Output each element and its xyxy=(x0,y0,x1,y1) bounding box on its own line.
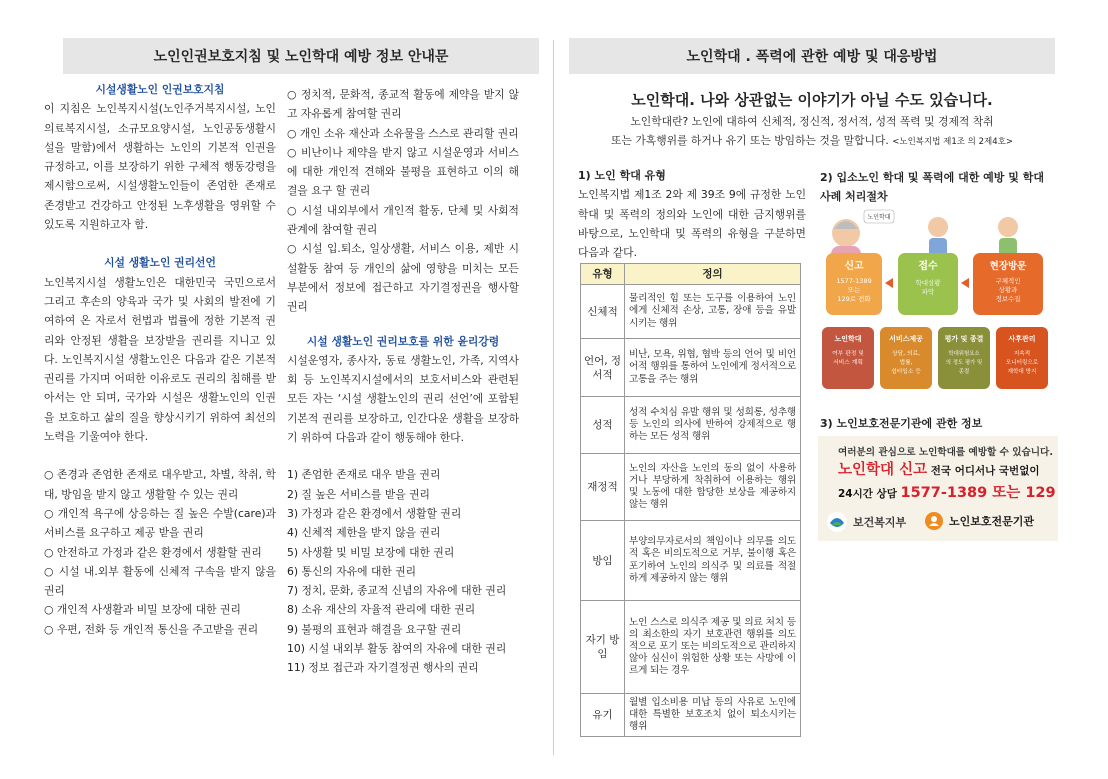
table-row xyxy=(581,454,801,521)
agency-logo xyxy=(924,511,1034,531)
step-detail: 쉼터입소 등 xyxy=(891,369,921,375)
ministry-logo xyxy=(826,511,906,533)
abuse-type-cell: 신체적 xyxy=(581,285,625,339)
step-detail: 1577-1389 xyxy=(836,277,872,285)
right-item: ○ 개인 소유 재산과 소유물을 스스로 관리할 권리 xyxy=(287,126,519,140)
abuse-type-cell: 유기 xyxy=(581,694,625,737)
page-divider xyxy=(553,40,554,755)
hotline-report-label: 노인학대 신고 xyxy=(838,462,928,478)
step-title: 서비스제공 xyxy=(889,335,923,343)
rights-declaration-heading: 시설 생활노인 권리선언 xyxy=(104,256,216,270)
guideline-heading: 시설생활노인 인권보호지침 xyxy=(95,83,225,96)
right-item: ○ 개인적 사생활과 비밀 보장에 대한 권리 xyxy=(44,603,241,617)
ministry-logo-icon xyxy=(826,511,848,533)
ethics-item: 1) 존엄한 존재로 대우 받을 권리 xyxy=(287,468,441,482)
right-item: ○ 시설 내외부에서 개인적 활동, 단체 및 사회적 관계에 참여할 권리 xyxy=(287,203,519,237)
rights-declaration-paragraph: 노인복지시설 생활노인은 대한민국 국민으로서 그리고 후손의 양육과 국가 및 사회의 발전에 기여하여 온 자로서 헌법과 법률에 정한 기본적 권리와 안정된 생활을 보장받을 권리를 지니고 있다. 노인복지시설 생활노인은 다음과 같은 기본적 권리를 가지며 어떠한 이유로도 권리의 침해를 받아서는 안 되며, 국가와 시설은 생활노인의 인권을 보호하고 삶의 질을 향상시키기 위하여 최선의 노력을 기울여야 한다. xyxy=(44,275,276,444)
abuse-type-cell: 재정적 xyxy=(581,454,625,521)
right-page-banner: 노인학대 . 폭력에 관한 예방 및 대응방법 xyxy=(569,38,1055,74)
guideline-paragraph: 이 지침은 노인복지시설(노인주거복지시설, 노인의료복지시설, 소규모요양시설, 노인공동생활시설을 말함)에서 생활하는 노인의 기본적 인권을 규정하고, 이를 보장하기 위한 구체적 행동강령을 제시함으로써, 시설생활노인들이 존엄한 존재로 존경받고 건강하고 안정된 노후생활을 영위할 수 있도록 지원하고자 함. xyxy=(44,102,276,232)
step-detail: 지속적 xyxy=(1013,351,1031,357)
ethics-code-paragraph: 시설운영자, 종사자, 동료 생활노인, 가족, 지역사회 등 노인복지시설에서의 보호서비스와 관련된 모든 자는 ‘시설 생활노인의 권리 선언’에 포함된 기본적 권리를 보장하고, 인간다운 생활을 보장하기 위하여 다음과 같이 행동해야 한다. xyxy=(287,353,519,445)
ethics-item: 9) 불평의 표현과 해결을 요구할 권리 xyxy=(287,622,462,636)
step-detail: 종결 xyxy=(958,369,970,375)
abuse-type-cell: 자기 방임 xyxy=(581,601,625,694)
ethics-item: 10) 시설 내외부 활동 참여의 자유에 대한 권리 xyxy=(287,642,507,656)
abuse-intro xyxy=(569,112,1055,152)
right-item: ○ 개인적 욕구에 상응하는 질 높은 수발(care)과 서비스를 요구하고 제공 받을 권리 xyxy=(44,506,276,540)
guideline-column xyxy=(44,80,276,639)
ethics-item: 11) 정보 접근과 자기결정권 행사의 권리 xyxy=(287,661,479,675)
right-item: ○ 안전하고 가정과 같은 환경에서 생활할 권리 xyxy=(44,545,262,559)
step-detail: 서비스 계획 xyxy=(833,360,863,366)
step-detail: 상담, 의료, xyxy=(892,351,920,357)
step-detail: 모니터링으로 xyxy=(1005,360,1039,366)
ethics-item: 2) 질 높은 서비스를 받을 권리 xyxy=(287,487,430,501)
right-item: ○ 시설 입.퇴소, 일상생활, 서비스 이용, 제반 시설활동 참여 등 개인의 삶에 영향을 미치는 모든 부분에서 정보에 접근하고 자기결정권을 행사할 권리 xyxy=(287,242,519,314)
step-detail: 학대상황 xyxy=(915,279,941,287)
table-header-definition: 정의 xyxy=(625,264,801,285)
step-title: 사후관리 xyxy=(1008,335,1036,343)
step-detail: 학대위험요소 xyxy=(948,351,980,357)
abuse-type-cell: 성적 xyxy=(581,397,625,454)
section-title: 3) 노인보호전문기관에 관한 정보 xyxy=(820,417,983,430)
speech-label: 노인학대 xyxy=(867,214,891,221)
table-row xyxy=(581,397,801,454)
table-row xyxy=(581,285,801,339)
step-title: 접수 xyxy=(918,261,938,272)
table-row xyxy=(581,601,801,694)
hotline-24h: 24시간 상담 xyxy=(838,488,901,500)
ethics-item: 8) 소유 재산의 자율적 관리에 대한 권리 xyxy=(287,603,476,617)
step-detail: 여부 판정 및 xyxy=(832,351,864,357)
abuse-definition-cell: 월별 입소비용 미납 등의 사유로 노인에 대한 특별한 보호조치 없이 퇴소시키는 행위 xyxy=(625,694,801,737)
step-detail: 의 정도 평가 및 xyxy=(945,360,983,366)
abuse-types-table xyxy=(580,263,801,737)
hotline-banner xyxy=(818,436,1058,541)
step-detail: 129로 전화 xyxy=(837,295,871,303)
abuse-definition-cell: 부양의무자로서의 책임이나 의무를 의도적 혹은 비의도적으로 거부, 불이행 혹은 포기하여 노인의 의식주 및 의료를 적절하게 제공하지 않는 행위 xyxy=(625,521,801,601)
section-title: 1) 노인 학대 유형 xyxy=(578,169,666,182)
step-title: 노인학대 xyxy=(834,335,862,343)
step-title: 평가 및 종결 xyxy=(944,335,984,343)
right-item: ○ 시설 내.외부 활동에 신체적 구속을 받지 않을 권리 xyxy=(44,564,276,598)
step-detail: 재학대 방지 xyxy=(1007,369,1037,375)
ethics-item: 3) 가정과 같은 환경에서 생활할 권리 xyxy=(287,506,462,520)
law-reference: <노인복지법 제1조 의 2제4호> xyxy=(892,137,1013,147)
right-item: ○ 우편, 전화 등 개인적 통신을 주고받을 권리 xyxy=(44,622,259,636)
abuse-definition-cell: 비난, 모욕, 위협, 협박 등의 언어 및 비언어적 행위를 통하여 노인에게 정서적으로 고통을 주는 행위 xyxy=(625,339,801,397)
table-header-type: 유형 xyxy=(581,264,625,285)
ministry-name: 보건복지부 xyxy=(853,516,907,529)
ethics-item: 7) 정치, 문화, 종교적 신념의 자유에 대한 권리 xyxy=(287,584,507,598)
abuse-types-section xyxy=(578,166,806,262)
table-row xyxy=(581,521,801,601)
hotline-number: 1577-1389 또는 129 xyxy=(900,485,1056,501)
abuse-definition-cell: 노인의 자산을 노인의 동의 없이 사용하거나 부당하게 착취하여 이용하는 행위 및 노동에 대한 합당한 보상을 제공하지 않는 행위 xyxy=(625,454,801,521)
abuse-process-diagram xyxy=(820,207,1050,392)
arrow-icon xyxy=(885,278,893,288)
abuse-definition-cell: 노인 스스로 의식주 제공 및 의료 처치 등의 최소한의 자기 보호관련 행위를 의도적으로 포기 또는 비의도적으로 관리하지 않아 심신이 위험한 상황 또는 사망에 이르게 되는 경우 xyxy=(625,601,801,694)
step-detail: 법률, xyxy=(899,360,913,366)
left-page-banner: 노인인권보호지침 및 노인학대 예방 정보 안내문 xyxy=(63,38,539,74)
table-row xyxy=(581,694,801,737)
ethics-item: 5) 사생활 및 비밀 보장에 대한 권리 xyxy=(287,545,455,559)
ethics-item: 6) 통신의 자유에 대한 권리 xyxy=(287,564,417,578)
rights-column xyxy=(287,85,519,678)
intro-line: 또는 가혹행위를 하거나 유기 또는 방임하는 것을 말합니다. xyxy=(611,134,889,147)
step-detail: 구체적인 xyxy=(995,277,1021,285)
abuse-type-cell: 방임 xyxy=(581,521,625,601)
step-title: 신고 xyxy=(844,261,864,272)
intro-line: 노인학대란? 노인에 대하여 신체적, 정신적, 정서적, 성적 폭력 및 경제적 착취 xyxy=(630,115,994,128)
agency-logo-icon xyxy=(924,511,944,531)
hotline-message: 여러분의 관심으로 노인학대를 예방할 수 있습니다. xyxy=(838,447,1053,458)
step-detail: 정보수집 xyxy=(995,295,1021,303)
step-title: 현장방문 xyxy=(989,261,1027,272)
right-item: ○ 비난이나 제약을 받지 않고 시설운영과 서비스에 대한 개인적 견해와 불평을 표현하고 이의 해결을 요구 할 권리 xyxy=(287,145,519,198)
section-text: 노인복지법 제1조 2와 제 39조 9에 규정한 노인학대 및 폭력의 정의와 노인에 대한 금지행위를 바탕으로, 노인학대 및 폭력의 유형을 구분하면 다음과 같다. xyxy=(578,188,806,260)
arrow-icon xyxy=(961,278,969,288)
abuse-type-cell: 언어, 정서적 xyxy=(581,339,625,397)
agency-name: 노인보호전문기관 xyxy=(949,515,1035,528)
abuse-headline: 노인학대. 나와 상관없는 이야기가 아닐 수도 있습니다. xyxy=(631,91,993,109)
abuse-definition-cell: 물리적인 힘 또는 도구를 이용하여 노인에게 신체적 손상, 고통, 장애 등을 유발시키는 행위 xyxy=(625,285,801,339)
right-item: ○ 정치적, 문화적, 종교적 활동에 제약을 받지 않고 자유롭게 참여할 권리 xyxy=(287,88,519,121)
hotline-anywhere: 전국 어디서나 국번없이 xyxy=(927,465,1040,477)
table-row xyxy=(581,339,801,397)
right-item: ○ 존경과 존엄한 존재로 대우받고, 차별, 착취, 학대, 방임을 받지 않고 생활할 수 있는 권리 xyxy=(44,468,276,501)
ethics-item: 4) 신체적 제한을 받지 않을 권리 xyxy=(287,526,441,540)
people-illustration xyxy=(928,217,1018,256)
section-title: 2) 입소노인 학대 및 폭력에 대한 예방 및 학대 사례 처리절차 xyxy=(820,171,1044,203)
step-detail: 파악 xyxy=(921,288,935,296)
ethics-code-heading: 시설 생활노인 권리보호를 위한 윤리강령 xyxy=(306,334,500,348)
abuse-definition-cell: 성적 수치심 유발 행위 및 성희롱, 성추행 등 노인의 의사에 반하여 강제적으로 행하는 모든 성적 행위 xyxy=(625,397,801,454)
step-detail: 상황과 xyxy=(998,286,1018,294)
step-detail: 또는 xyxy=(847,286,861,294)
